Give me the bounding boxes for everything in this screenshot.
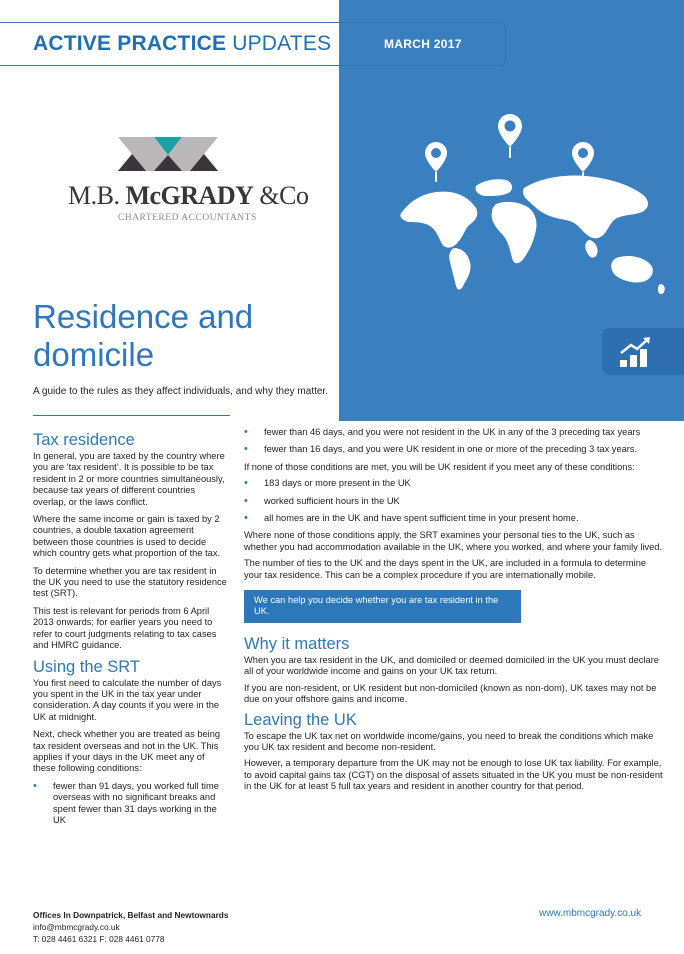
growth-chart-tab xyxy=(602,328,684,375)
article-title-line2: domicile xyxy=(33,336,155,373)
footer-website-link[interactable]: www.mbmcgrady.co.uk xyxy=(539,908,642,919)
world-map-icon xyxy=(384,108,674,298)
paragraph: To determine whether you are tax resident in the UK you need to use the statutory residence test (SRT). xyxy=(33,565,227,599)
growth-chart-icon xyxy=(618,336,654,368)
location-pin-icon xyxy=(425,142,447,182)
company-name xyxy=(68,181,308,211)
company-name-prefix: M.B. xyxy=(68,181,120,210)
company-name-bold: McGRADY xyxy=(125,181,254,210)
left-column xyxy=(33,431,229,832)
publication-title-light: UPDATES xyxy=(232,32,332,55)
publication-title-bold: ACTIVE PRACTICE xyxy=(33,32,227,55)
article-title-line1: Residence and xyxy=(33,298,254,335)
location-pin-icon xyxy=(498,114,522,158)
paragraph: The number of ties to the UK and the days spent in the UK, are included in a formula to determine your tax residence. This can be a complex procedure if you are internationally mobile. xyxy=(244,558,647,580)
footer-contact xyxy=(33,909,228,945)
bullet-item: • 183 days or more present in the UK xyxy=(244,478,664,489)
bullet-item: • fewer than 91 days, you worked full time overseas with no significant breaks and spent fewer than 31 days working in the UK xyxy=(33,781,229,827)
paragraph: However, a temporary departure from the UK may not be enough to lose UK tax liability. For example, to avoid capital gains tax (CGT) on the disposal of assets situated in the UK you must be non-resident in the UK for at least 5 full tax years and resident in another country for that period. xyxy=(244,758,663,792)
section-heading-tax-residence: Tax residence xyxy=(33,431,135,449)
paragraph: To escape the UK tax net on worldwide income/gains, you need to break the conditions which make you UK tax resident and become non-resident. xyxy=(244,730,654,752)
paragraph: If none of those conditions are met, you will be UK resident if you meet any of these conditions: xyxy=(244,461,635,472)
bullet-list xyxy=(33,781,229,827)
bullet-list xyxy=(244,478,664,524)
footer-offices: Offices In Downpatrick, Belfast and Newtownards xyxy=(33,910,229,920)
location-pin-icon xyxy=(572,142,594,182)
publication-title xyxy=(33,32,331,56)
paragraph: In general, you are taxed by the country where you are ‘tax resident’. It is possible to be tax resident in 2 or more countries simultaneously, because tax years of different countries overlap, or the laws conflict. xyxy=(33,451,225,507)
paragraph: Next, check whether you are treated as being tax resident overseas and not in the UK. This applies if your days in the UK meet any of these following conditions: xyxy=(33,729,221,774)
bullet-item: • all homes are in the UK and have spent sufficient time in your present home. xyxy=(244,513,664,524)
section-heading-using-srt: Using the SRT xyxy=(33,657,140,676)
paragraph: When you are tax resident in the UK, and domiciled or deemed domiciled in the UK you must declare all of your worldwide income and gains on your UK tax return. xyxy=(244,654,659,677)
paragraph: This test is relevant for periods from 6 April 2013 onwards; for earlier years you need to refer to court judgments relating to tax cases and HMRC guidance. xyxy=(33,605,217,651)
footer-phone: T: 028 4461 6321 F: 028 4461 0778 xyxy=(33,934,165,944)
section-heading-leaving-uk: Leaving the UK xyxy=(244,710,357,729)
bullet-item: • worked sufficient hours in the UK xyxy=(244,496,664,507)
article-intro: A guide to the rules as they affect individuals, and why they matter. xyxy=(33,386,328,397)
section-heading-why-it-matters: Why it matters xyxy=(244,634,350,653)
paragraph: You first need to calculate the number of days you spent in the UK in the tax year under consideration. A day counts if you were in the UK at midnight. xyxy=(33,677,222,722)
company-name-suffix: &Co xyxy=(259,181,309,210)
footer-email[interactable]: info@mbmcgrady.co.uk xyxy=(33,922,120,932)
bullet-item: • fewer than 16 days, and you were UK resident in one or more of the preceding 3 tax years. xyxy=(244,444,664,455)
paragraph: Where the same income or gain is taxed by 2 countries, a double taxation agreement between those countries is used to decide which country gets what proportion of the tax. xyxy=(33,514,221,559)
article-title xyxy=(33,298,333,374)
bullet-list xyxy=(244,427,664,456)
paragraph: Where none of those conditions apply, the SRT examines your personal ties to the UK, such as whether you had accommodation available in the UK, where you worked, and where your family lived. xyxy=(244,530,663,552)
bullet-item: • fewer than 46 days, and you were not resident in the UK in any of the 3 preceding tax years xyxy=(244,427,664,438)
right-column xyxy=(244,427,664,798)
issue-date: MARCH 2017 xyxy=(384,37,462,51)
company-subtitle: CHARTERED ACCOUNTANTS xyxy=(118,213,257,223)
intro-divider xyxy=(33,415,230,416)
callout-box: We can help you decide whether you are tax resident in the UK. xyxy=(244,590,521,623)
paragraph: If you are non-resident, or UK resident but non-domiciled (known as non-dom), UK taxes may not be due on your offshore gains and income. xyxy=(244,682,657,705)
